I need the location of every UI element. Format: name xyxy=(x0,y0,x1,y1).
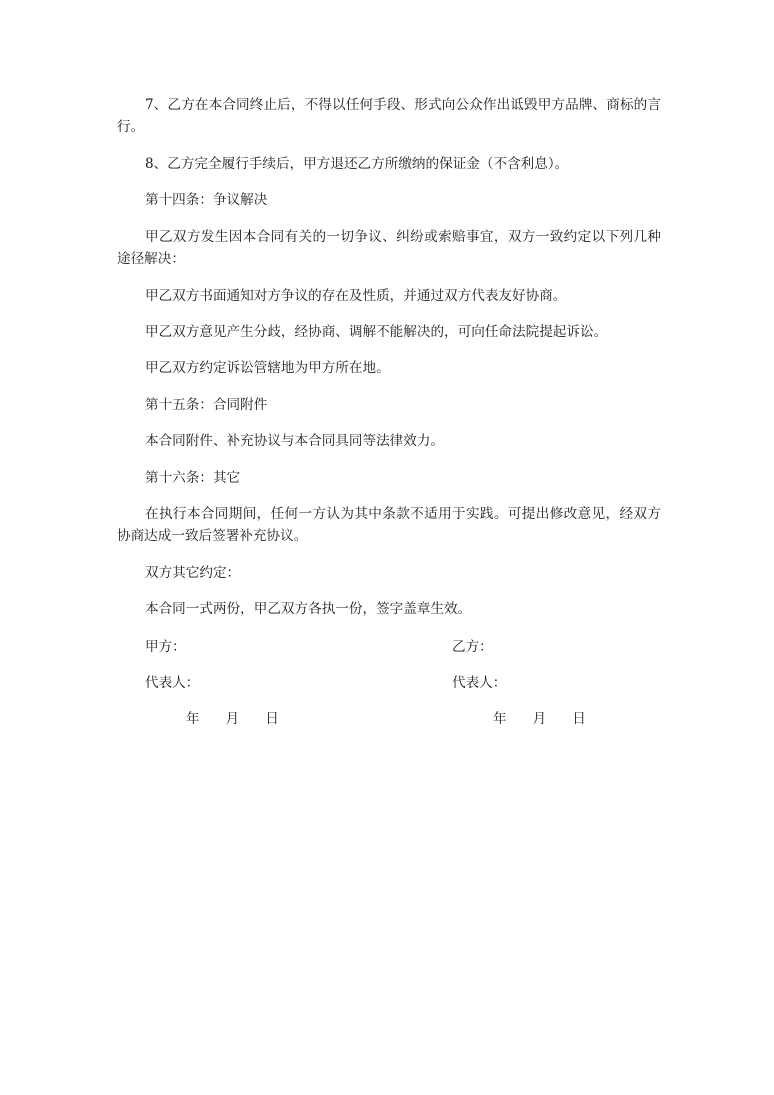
article-16-heading: 第十六条：其它 xyxy=(145,470,241,486)
attachments-paragraph: 本合同附件、补充协议与本合同具同等法律效力。 xyxy=(145,433,445,449)
rep-a-label: 代表人： xyxy=(145,675,200,691)
dispute-intro-paragraph: 甲乙双方发生因本合同有关的一切争议、纠纷或索赔事宜，双方一致约定以下列几种途径解决： xyxy=(117,229,661,267)
date-year: 年 xyxy=(493,711,507,727)
party-a-date xyxy=(186,708,279,730)
article-14-heading: 第十四条：争议解决 xyxy=(145,192,268,208)
clause-7-paragraph: 7、乙方在本合同终止后，不得以任何手段、形式向公众作出诋毁甲方品牌、商标的言行。 xyxy=(117,97,661,135)
other-agreements-label: 双方其它约定： xyxy=(145,565,241,581)
dispute-method-1: 甲乙双方书面通知对方争议的存在及性质，并通过双方代表友好协商。 xyxy=(145,288,567,304)
amendment-paragraph: 在执行本合同期间，任何一方认为其中条款不适用于实践。可提出修改意见，经双方协商达成一致后签署补充协议。 xyxy=(117,506,661,544)
dispute-method-2: 甲乙双方意见产生分歧，经协商、调解不能解决的，可向任命法院提起诉讼。 xyxy=(145,324,608,340)
article-15-heading: 第十五条：合同附件 xyxy=(145,397,268,413)
date-day: 日 xyxy=(265,711,279,727)
date-month: 月 xyxy=(225,711,240,727)
party-b-label: 乙方： xyxy=(452,639,493,655)
date-month: 月 xyxy=(532,711,547,727)
rep-b-label: 代表人： xyxy=(452,675,507,691)
date-year: 年 xyxy=(186,711,200,727)
copies-paragraph: 本合同一式两份，甲乙双方各执一份，签字盖章生效。 xyxy=(145,601,472,617)
jurisdiction-paragraph: 甲乙双方约定诉讼管辖地为甲方所在地。 xyxy=(145,360,390,376)
party-a-label: 甲方： xyxy=(145,639,186,655)
date-day: 日 xyxy=(572,711,586,727)
party-b-date xyxy=(493,708,586,730)
clause-8-paragraph: 8、乙方完全履行手续后，甲方退还乙方所缴纳的保证金（不含利息）。 xyxy=(145,156,569,172)
